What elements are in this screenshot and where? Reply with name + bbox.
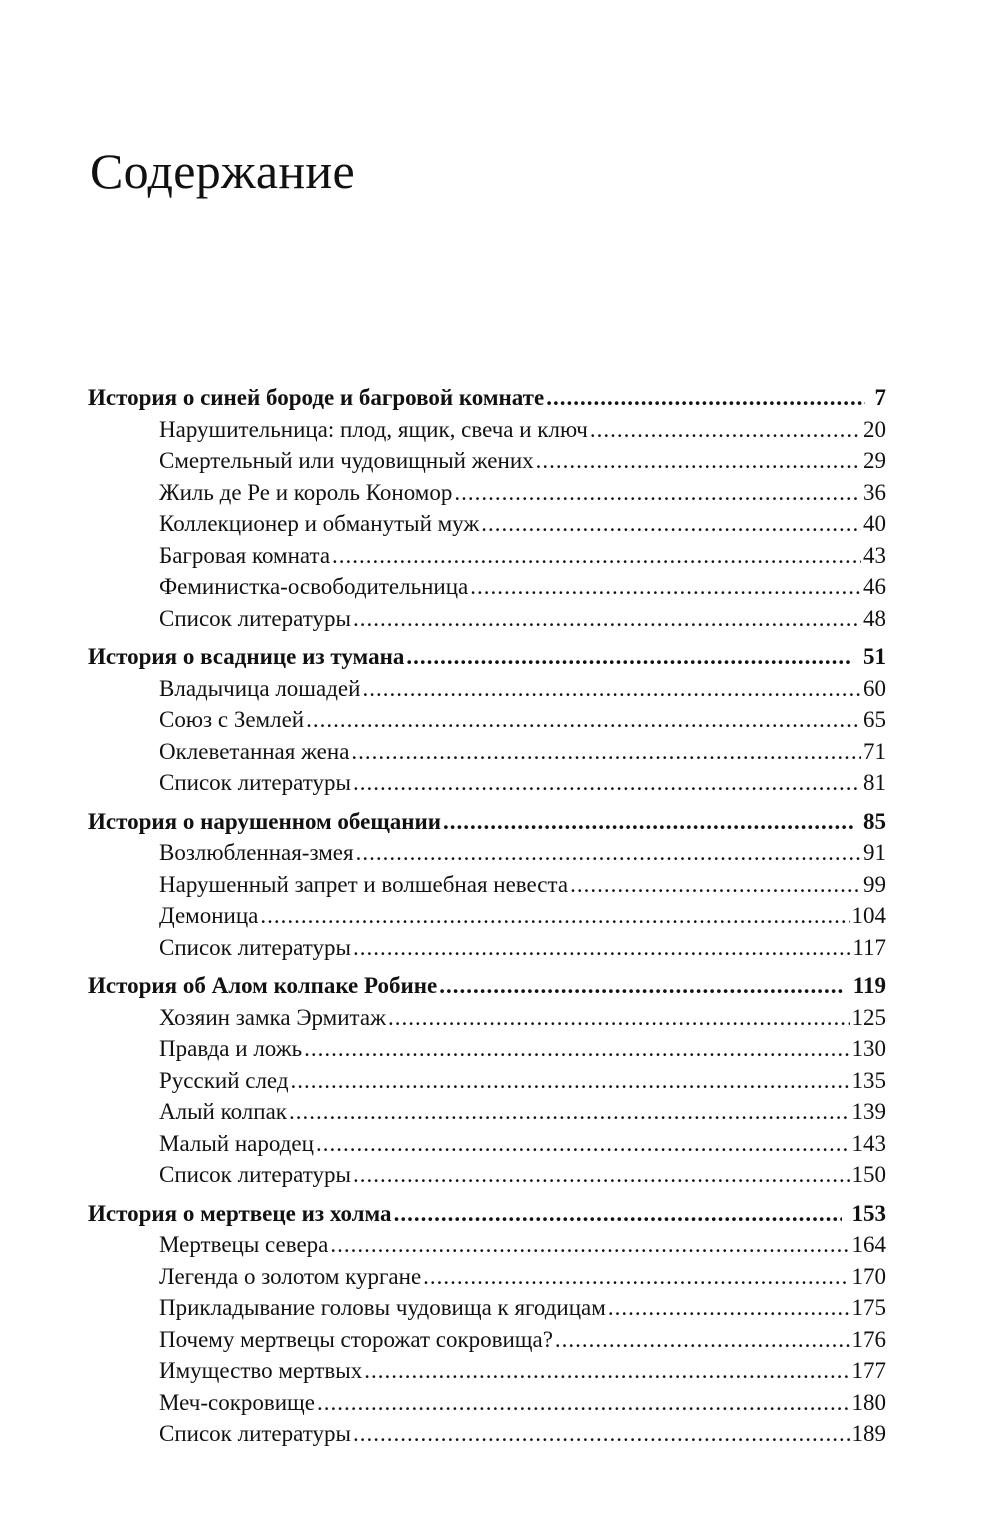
toc-entry[interactable] <box>88 606 886 638</box>
toc-entry[interactable] <box>88 1358 886 1390</box>
toc-section <box>88 644 886 802</box>
toc-entry[interactable] <box>88 1232 886 1264</box>
toc-entry[interactable] <box>88 1131 886 1163</box>
toc-entry-page: 65 <box>863 707 886 732</box>
toc-entry-title: Демоница <box>159 903 259 928</box>
toc-entry-page: 81 <box>863 770 886 795</box>
dot-leader <box>364 1358 849 1384</box>
dot-leader <box>362 676 861 702</box>
toc-entry-page: 36 <box>863 479 886 505</box>
toc-section-page: 51 <box>863 644 886 669</box>
toc-entry-page: 143 <box>851 1130 886 1156</box>
dot-leader <box>454 480 861 506</box>
toc-entry-page: 48 <box>863 605 886 631</box>
toc-entry-title: Хозяин замка Эрмитаж <box>159 1004 386 1030</box>
toc-entry[interactable] <box>88 1005 886 1037</box>
toc-entry-page: 20 <box>863 416 886 442</box>
toc-entry[interactable] <box>88 511 886 543</box>
dot-leader <box>304 1036 849 1062</box>
toc-section-entry[interactable] <box>88 973 886 1005</box>
toc-entry-page: 135 <box>851 1067 886 1093</box>
toc-entry[interactable] <box>88 707 886 739</box>
toc-entry[interactable] <box>88 1036 886 1068</box>
toc-entry[interactable] <box>88 480 886 512</box>
toc-entry-title: Русский след <box>159 1067 289 1093</box>
dot-leader <box>481 511 861 537</box>
toc-entry-title: Нарушительница: плод, ящик, свеча и ключ <box>159 416 588 442</box>
dot-leader <box>590 417 861 443</box>
toc-entry-title: Список литературы <box>159 770 351 795</box>
toc-entry[interactable] <box>88 1162 886 1194</box>
toc-entry-page: 29 <box>863 448 886 473</box>
dot-leader <box>351 739 861 765</box>
dot-leader <box>353 935 850 961</box>
toc-entry-title: Возлюбленная-змея <box>159 840 354 865</box>
toc-entry-title: Прикладывание головы чудовища к ягодицам <box>159 1295 606 1320</box>
toc-entry-page: 139 <box>851 1099 886 1124</box>
toc-entry[interactable] <box>88 448 886 480</box>
dot-leader <box>353 1421 850 1447</box>
toc-section-page: 7 <box>874 385 886 410</box>
toc-section-entry[interactable] <box>88 1201 886 1233</box>
toc-section-title: История о синей бороде и багровой комнате <box>88 385 545 410</box>
toc-entry-page: 43 <box>863 542 886 568</box>
toc-entry-page: 40 <box>863 511 886 536</box>
toc-entry-title: Имущество мертвых <box>159 1358 363 1383</box>
toc-entry[interactable] <box>88 770 886 802</box>
dot-leader <box>570 872 861 898</box>
toc-section-title: История о всаднице из тумана <box>88 644 405 669</box>
dot-leader <box>306 707 861 733</box>
toc-entry-title: Почему мертвецы сторожат сокровища? <box>159 1326 553 1352</box>
toc-entry[interactable] <box>88 1264 886 1296</box>
toc-entry-title: Список литературы <box>159 934 351 960</box>
toc-entry[interactable] <box>88 1421 886 1453</box>
toc-entry-title: Меч-сокровище <box>159 1389 315 1415</box>
toc-entry-title: Смертельный или чудовищный жених <box>159 448 534 473</box>
toc-entry-page: 130 <box>851 1036 886 1061</box>
toc-section-page: 153 <box>851 1200 886 1226</box>
toc-entry-title: Союз с Землей <box>159 707 305 732</box>
toc-entry-title: Жиль де Ре и король Кономор <box>159 479 453 505</box>
dot-leader <box>353 1162 850 1188</box>
toc-entry-page: 175 <box>851 1295 886 1320</box>
toc-entry[interactable] <box>88 872 886 904</box>
toc-entry-page: 91 <box>863 840 886 865</box>
toc-entry-page: 150 <box>851 1162 886 1187</box>
toc-entry-title: Владычица лошадей <box>159 675 361 701</box>
dot-leader <box>291 1068 850 1094</box>
toc-entry[interactable] <box>88 840 886 872</box>
dot-leader <box>317 1390 850 1416</box>
toc-entry-title: Алый колпак <box>159 1099 287 1124</box>
toc-section-title: История о нарушенном обещании <box>88 808 442 834</box>
toc-entry-page: 125 <box>851 1004 886 1030</box>
dot-leader <box>388 1005 850 1031</box>
toc-section <box>88 1201 886 1453</box>
toc-section-entry[interactable] <box>88 644 886 676</box>
toc-entry-title: Оклеветанная жена <box>159 738 350 764</box>
dot-leader <box>439 973 843 999</box>
toc-entry-page: 177 <box>851 1358 886 1383</box>
toc-entry-title: Список литературы <box>159 1162 351 1187</box>
dot-leader <box>555 1327 850 1353</box>
toc-entry-page: 60 <box>863 675 886 701</box>
toc-section-page: 119 <box>852 973 886 998</box>
toc-entry[interactable] <box>88 1099 886 1131</box>
dot-leader <box>546 385 864 411</box>
dot-leader <box>260 903 849 929</box>
toc-section <box>88 809 886 967</box>
toc-section-title: История о мертвеце из холма <box>88 1200 392 1226</box>
dot-leader <box>330 1232 849 1258</box>
toc-entry[interactable] <box>88 1327 886 1359</box>
toc-entry[interactable] <box>88 1295 886 1327</box>
dot-leader <box>536 448 861 474</box>
dot-leader <box>443 809 853 835</box>
toc-section-page: 85 <box>863 808 886 834</box>
toc-section <box>88 973 886 1194</box>
toc-entry[interactable] <box>88 543 886 575</box>
toc-entry-title: Правда и ложь <box>159 1036 303 1061</box>
toc-entry-title: Список литературы <box>159 605 351 631</box>
dot-leader <box>332 543 861 569</box>
toc-entry-title: Легенда о золотом кургане <box>159 1263 422 1289</box>
toc-entry[interactable] <box>88 574 886 606</box>
toc-entry-title: Список литературы <box>159 1421 351 1446</box>
toc-entry-page: 180 <box>851 1389 886 1415</box>
toc-entry[interactable] <box>88 739 886 771</box>
toc-entry-page: 104 <box>851 903 886 928</box>
toc-section-entry[interactable] <box>88 385 886 417</box>
toc-entry-title: Коллекционер и обманутый муж <box>159 511 480 536</box>
dot-leader <box>316 1131 850 1157</box>
toc-entry[interactable] <box>88 935 886 967</box>
toc-entry[interactable] <box>88 1068 886 1100</box>
toc-entry-page: 176 <box>851 1326 886 1352</box>
toc-entry-page: 117 <box>852 934 886 960</box>
toc-entry-title: Багровая комната <box>159 542 331 568</box>
toc-entry[interactable] <box>88 676 886 708</box>
dot-leader <box>470 574 861 600</box>
toc-entry-title: Нарушенный запрет и волшебная невеста <box>159 871 569 897</box>
toc-entry-page: 71 <box>863 738 886 764</box>
toc-entry-title: Малый народец <box>159 1130 314 1156</box>
toc-section-entry[interactable] <box>88 809 886 841</box>
dot-leader <box>289 1099 850 1125</box>
toc-section <box>88 385 886 637</box>
dot-leader <box>356 840 861 866</box>
toc-section-title: История об Алом колпаке Робине <box>88 973 438 998</box>
dot-leader <box>608 1295 850 1321</box>
page-title: Содержание <box>90 143 355 199</box>
toc-entry-page: 189 <box>851 1421 886 1446</box>
dot-leader <box>394 1201 842 1227</box>
toc-entry[interactable] <box>88 903 886 935</box>
dot-leader <box>353 606 861 632</box>
toc-entry[interactable] <box>88 417 886 449</box>
toc-entry-page: 164 <box>851 1232 886 1257</box>
table-of-contents <box>88 385 886 1460</box>
dot-leader <box>353 770 861 796</box>
toc-entry-title: Феминистка-освободительница <box>159 574 469 599</box>
toc-entry-page: 170 <box>851 1263 886 1289</box>
dot-leader <box>406 644 853 670</box>
toc-entry[interactable] <box>88 1390 886 1422</box>
toc-entry-page: 99 <box>863 871 886 897</box>
dot-leader <box>423 1264 849 1290</box>
toc-entry-title: Мертвецы севера <box>159 1232 329 1257</box>
toc-entry-page: 46 <box>863 574 886 599</box>
